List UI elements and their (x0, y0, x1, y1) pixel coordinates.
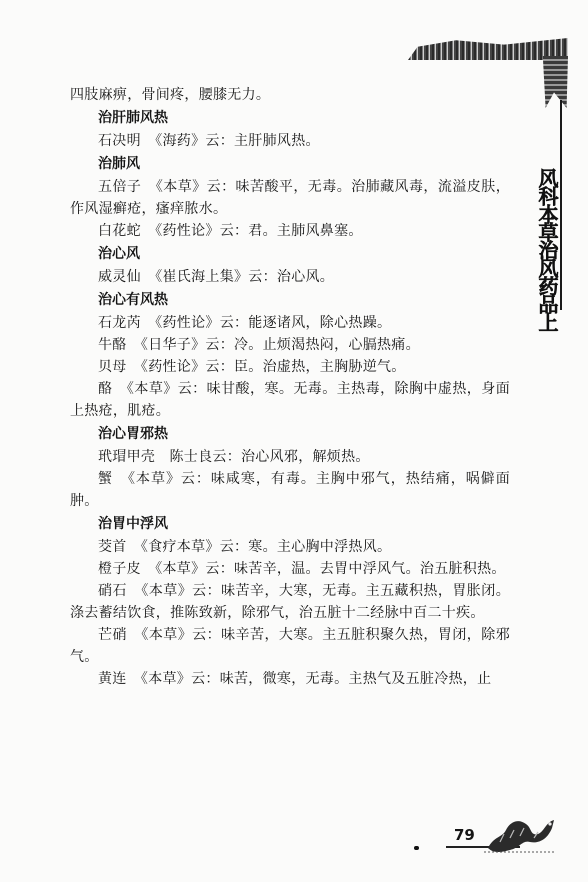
entry-paragraph: 威灵仙 《崔氏海上集》云：治心风。 (98, 269, 335, 285)
entry-paragraph: 玳瑁甲壳 陈士良云：治心风邪，解烦热。 (98, 449, 370, 465)
entry-paragraph: 白花蛇 《药性论》云：君。主肺风鼻塞。 (98, 223, 363, 239)
entry-paragraph: 蟹 《本草》云：味咸寒，有毒。主胸中邪气，热结痛，㖞僻面肿。 (70, 471, 510, 509)
section-heading: 治肺风 (98, 156, 140, 172)
entry-paragraph: 牛酪 《日华子》云：冷。止烦渴热闷，心膈热痛。 (98, 337, 420, 353)
entry-paragraph: 五倍子 《本草》云：味苦酸平，无毒。治肺藏风毒，流溢皮肤，作风湿癣疮，瘙痒脓水。 (70, 179, 510, 217)
entry-paragraph: 黄连 《本草》云：味苦，微寒，无毒。主热气及五脏冷热，止 (98, 671, 492, 687)
page-body (70, 84, 510, 690)
dragon-ornament-icon (480, 808, 560, 856)
section-heading: 治心风 (98, 246, 140, 262)
section-heading: 治胃中浮风 (98, 516, 168, 532)
section-heading: 治心有风热 (98, 292, 168, 308)
text-line: 四肢麻痹，骨间疼，腰膝无力。 (70, 87, 271, 103)
footer-dot (414, 846, 419, 850)
entry-paragraph: 橙子皮 《本草》云：味苦辛，温。去胃中浮风气。治五脏积热。 (98, 561, 506, 577)
entry-paragraph: 酪 《本草》云：味甘酸，寒。无毒。主热毒，除胸中虚热，身面上热疮，肌疮。 (70, 381, 510, 419)
section-heading: 治心胃邪热 (98, 426, 168, 442)
entry-paragraph: 石龙芮 《药性论》云：能逐诸风，除心热躁。 (98, 315, 392, 331)
page-number: 79 (454, 826, 475, 844)
header-texture-drip (540, 56, 568, 108)
entry-paragraph: 贝母 《药性论》云：臣。治虚热，主胸胁逆气。 (98, 359, 406, 375)
entry-paragraph: 石决明 《海药》云：主肝肺风热。 (98, 133, 320, 149)
entry-paragraph: 茭首 《食疗本草》云：寒。主心胸中浮热风。 (98, 539, 392, 555)
section-heading: 治肝肺风热 (98, 110, 168, 126)
entry-paragraph: 芒硝 《本草》云：味辛苦，大寒。主五脏积聚久热，胃闭，除邪气。 (70, 627, 510, 665)
entry-paragraph: 硝石 《本草》云：味苦辛，大寒，无毒。主五藏积热，胃胀闭。涤去蓄结饮食，推陈致新，除邪气，治五脏十二经脉中百二十疾。 (70, 583, 510, 621)
side-section-title: 风科本草治风药品上 (535, 168, 559, 330)
